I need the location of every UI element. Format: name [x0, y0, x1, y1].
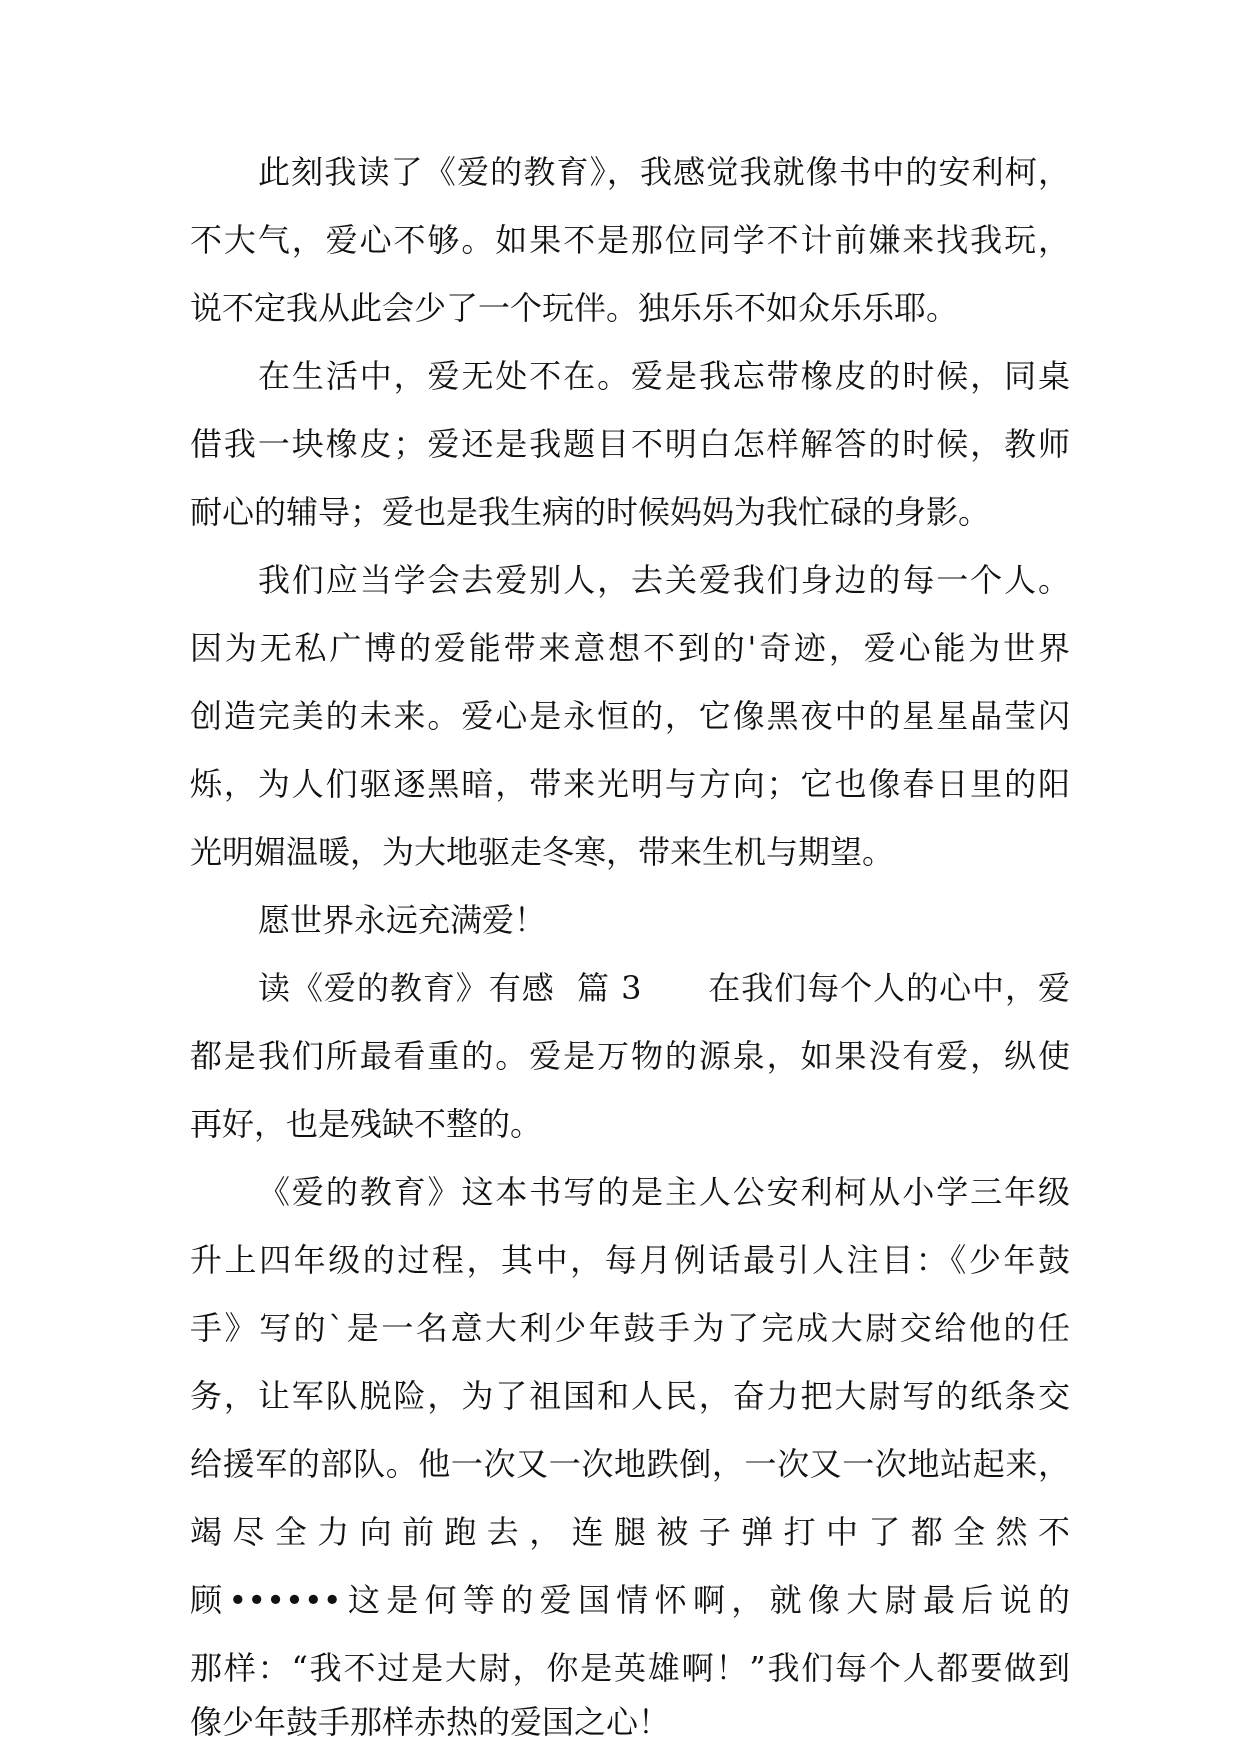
text-line: 都是我们所最看重的。爱是万物的源泉，如果没有爱，纵使: [190, 1037, 1070, 1075]
text-line: 因为无私广博的爱能带来意想不到的'奇迹，爱心能为世界: [190, 629, 1070, 667]
text-line: 《爱的教育》这本书写的是主人公安利柯从小学三年级: [258, 1173, 1070, 1211]
text-line: 不大气，爱心不够。如果不是那位同学不计前嫌来找我玩，: [190, 221, 1070, 259]
text-line: 升上四年级的过程，其中，每月例话最引人注目：《少年鼓: [190, 1241, 1070, 1279]
text-line: 再好，也是残缺不整的。: [190, 1105, 543, 1143]
text-line: 那样：“我不过是大尉，你是英雄啊！”我们每个人都要做到: [190, 1649, 1070, 1687]
text-line: 务，让军队脱险，为了祖国和人民，奋力把大尉写的纸条交: [190, 1377, 1070, 1415]
text-line: 愿世界永远充满爱！: [258, 901, 547, 939]
text-line: 借我一块橡皮；爱还是我题目不明白怎样解答的时候，教师: [190, 425, 1070, 463]
text-line: 烁，为人们驱逐黑暗，带来光明与方向；它也像春日里的阳: [190, 765, 1070, 803]
text-line: 给援军的部队。他一次又一次地跌倒，一次又一次地站起来，: [190, 1445, 1070, 1483]
text-line: 说不定我从此会少了一个玩伴。独乐乐不如众乐乐耶。: [190, 289, 959, 327]
text-line: 我们应当学会去爱别人，去关爱我们身边的每一个人。: [258, 561, 1070, 599]
section-heading-line: 读《爱的教育》有感 篇 3 在我们每个人的心中，爱: [258, 969, 1070, 1007]
text-line: 光明媚温暖，为大地驱走冬寒，带来生机与期望。: [190, 833, 895, 871]
text-line: 在生活中，爱无处不在。爱是我忘带橡皮的时候，同桌: [258, 357, 1070, 395]
text-line: 此刻我读了《爱的教育》，我感觉我就像书中的安利柯，: [258, 153, 1070, 191]
text-line: 创造完美的未来。爱心是永恒的，它像黑夜中的星星晶莹闪: [190, 697, 1070, 735]
text-line: 手》写的`是一名意大利少年鼓手为了完成大尉交给他的任: [190, 1309, 1070, 1347]
text-line: 像少年鼓手那样赤热的爱国之心！: [190, 1703, 671, 1741]
text-line: 顾••••••这是何等的爱国情怀啊，就像大尉最后说的: [190, 1581, 1070, 1619]
text-line: 耐心的辅导；爱也是我生病的时候妈妈为我忙碌的身影。: [190, 493, 991, 531]
text-line: 竭 尽 全 力 向 前 跑 去 ， 连 腿 被 子 弹 打 中 了 都 全 然 不: [190, 1513, 1070, 1551]
